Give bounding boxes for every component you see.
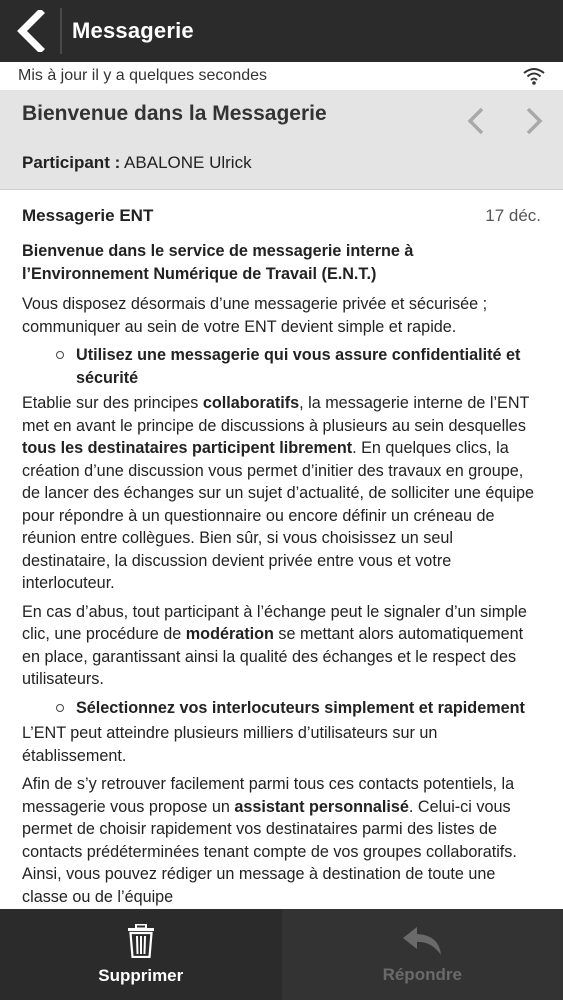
sync-status-bar bbox=[0, 62, 563, 90]
action-bar bbox=[0, 0, 563, 62]
message-paragraph bbox=[22, 773, 541, 908]
text-run: En cas d’abus, tout participant à l’échange peut le signaler d’un simple clic, une procédure de bbox=[22, 602, 527, 643]
wifi-icon bbox=[523, 67, 545, 85]
bullet-item: Sélectionnez vos interlocuteurs simplement et rapidement bbox=[54, 697, 541, 720]
reply-button[interactable] bbox=[282, 909, 563, 1000]
reply-label: Répondre bbox=[382, 964, 462, 984]
next-message-button[interactable] bbox=[518, 106, 548, 136]
bold-text: modération bbox=[185, 625, 274, 643]
app-title: Messagerie bbox=[72, 18, 194, 43]
sync-status-text: Mis à jour il y a quelques secondes bbox=[18, 67, 268, 84]
message-paragraph bbox=[22, 392, 541, 595]
conversation-title: Bienvenue dans la Messagerie bbox=[22, 102, 327, 125]
message-paragraph bbox=[22, 601, 541, 691]
participant-label: Participant : bbox=[22, 153, 121, 172]
text-run: , la messagerie interne de l’ENT met en avant le principe de discussions à plusieurs au sein desquelles bbox=[22, 394, 530, 435]
participant-name: ABALONE Ulrick bbox=[124, 153, 252, 172]
action-bar-divider bbox=[60, 8, 62, 54]
delete-label: Supprimer bbox=[98, 965, 184, 985]
message-lead: Bienvenue dans le service de messagerie interne à l’Environnement Numérique de Travail (E.N.T.) bbox=[22, 242, 414, 283]
message-date: 17 déc. bbox=[485, 206, 541, 225]
back-button[interactable] bbox=[0, 0, 60, 62]
bullet-list bbox=[54, 344, 541, 389]
trash-icon bbox=[126, 924, 156, 958]
bold-text: assistant personnalisé bbox=[234, 797, 409, 816]
message-paragraph: L’ENT peut atteindre plusieurs milliers d’utilisateurs sur un établissement. bbox=[22, 724, 438, 765]
bold-text: collaboratifs bbox=[202, 394, 300, 412]
text-run: . Celui-ci vous permet de choisir rapidement vos destinataires parmi des listes de contacts prédéterminées tenant compte de vos groupes collaboratifs. Ainsi, vous pouvez rédiger un message à destination de toute une classe ou de l’équipe bbox=[22, 797, 517, 906]
chevron-left-icon bbox=[14, 10, 46, 52]
message-sender: Messagerie ENT bbox=[22, 206, 154, 225]
text-run: se mettant alors automatiquement en place, garantissant ainsi la qualité des échanges et le respect des utilisateurs. bbox=[22, 625, 524, 688]
previous-message-button[interactable] bbox=[462, 106, 492, 136]
chevron-right-icon bbox=[518, 106, 548, 136]
conversation-header bbox=[0, 90, 563, 190]
delete-button[interactable] bbox=[0, 909, 282, 1000]
text-run: Afin de s’y retrouver facilement parmi tous ces contacts potentiels, la messagerie vous propose un bbox=[22, 775, 515, 816]
text-run: Etablie sur des principes bbox=[22, 394, 203, 412]
message-view[interactable] bbox=[0, 191, 563, 909]
message-paragraph: Vous disposez désormais d’une messagerie privée et sécurisée ; communiquer au sein de votre ENT devient simple et rapide. bbox=[22, 295, 488, 336]
message-header bbox=[22, 206, 541, 226]
chevron-left-icon bbox=[462, 106, 492, 136]
text-run: . En quelques clics, la création d’une discussion vous permet d’initier des travaux en groupe, de lancer des échanges sur un sujet d’actualité, de solliciter une équipe pour répondre à un questionnaire ou encore définir un créneau de réunion entre collègues. Bien sûr, si vous choisissez un seul destinataire, la discussion devient privée entre vous et votre interlocuteur. bbox=[22, 439, 535, 592]
reply-icon bbox=[401, 925, 443, 957]
participant-line bbox=[22, 153, 252, 173]
bullet-item: Utilisez une messagerie qui vous assure confidentialité et sécurité bbox=[54, 344, 541, 389]
bottom-action-bar bbox=[0, 909, 563, 1000]
bullet-list bbox=[54, 697, 541, 720]
message-body bbox=[22, 240, 541, 908]
bold-text: tous les destinataires participent librement bbox=[22, 439, 353, 457]
